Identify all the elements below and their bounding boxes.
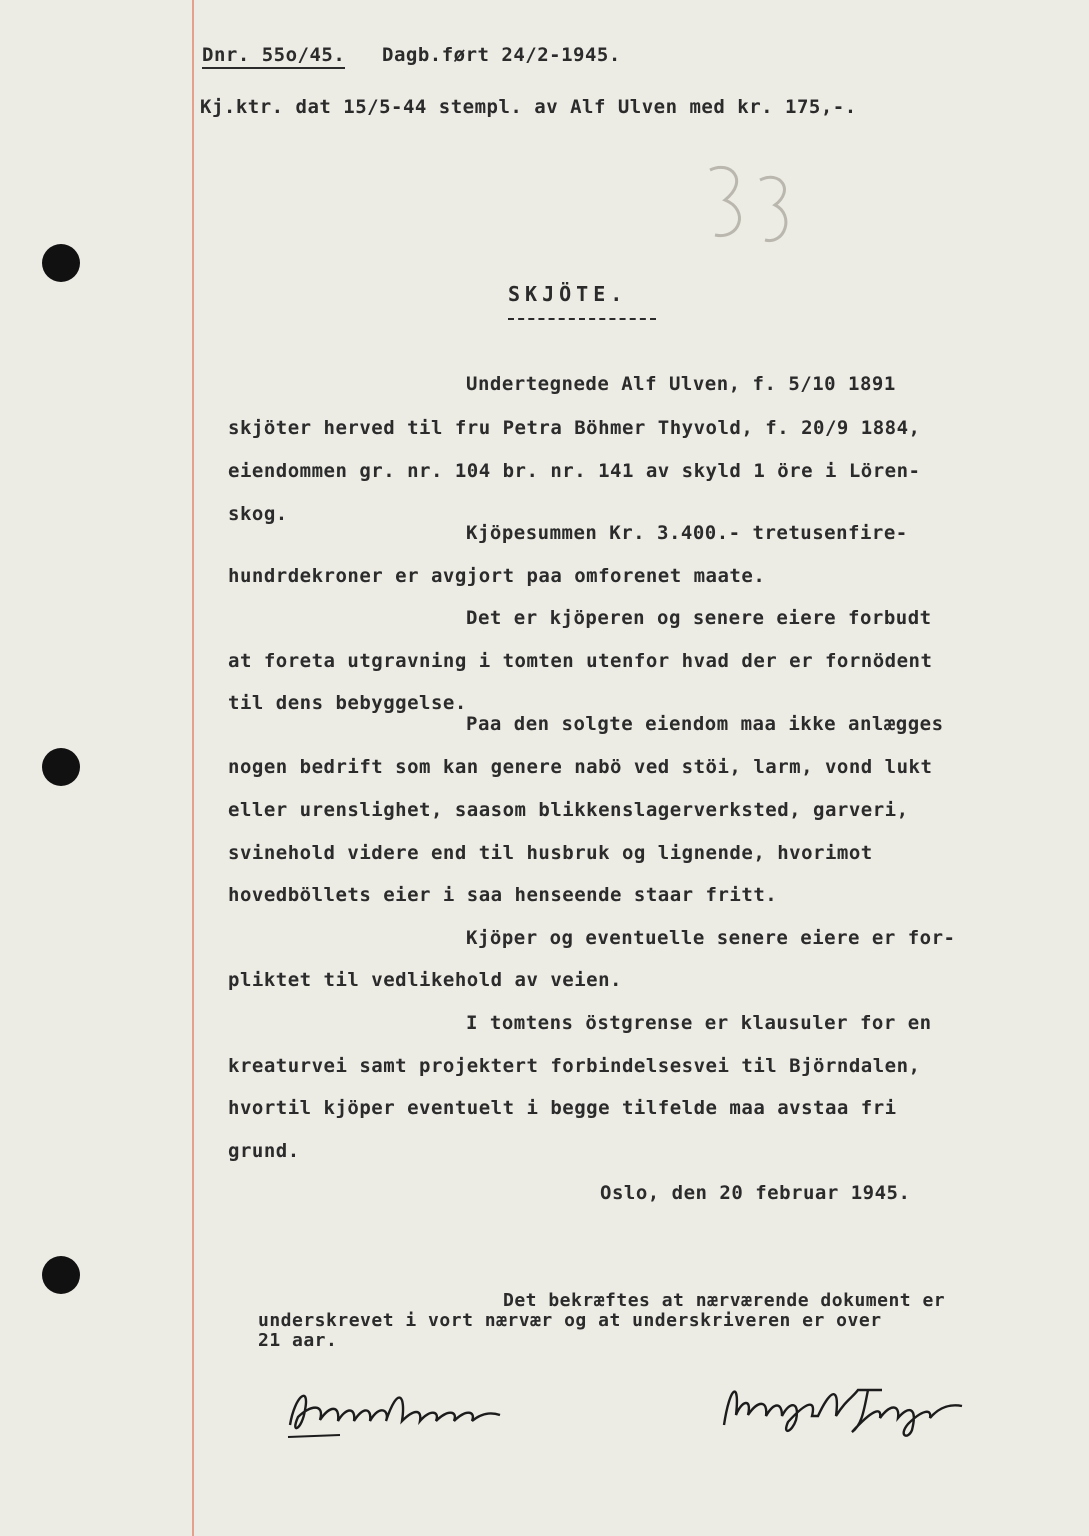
body-line: skog. [228,503,288,525]
punch-hole-bottom [42,1256,80,1294]
place-date: Oslo, den 20 februar 1945. [600,1182,911,1204]
body-line: svinehold videre end til husbruk og lignende, hvorimot [228,842,873,864]
body-line: Kjöpesummen Kr. 3.400.- tretusenfire- [466,522,908,544]
stamp-note: Kj.ktr. dat 15/5-44 stempl. av Alf Ulven med kr. 175,-. [200,96,857,118]
punch-hole-middle [42,748,80,786]
journal-date: Dagb.ført 24/2-1945. [382,44,621,66]
document-title: SKJÖTE. [508,282,628,306]
body-line: skjöter herved til fru Petra Böhmer Thyvold, f. 20/9 1884, [228,417,921,439]
body-line: I tomtens östgrense er klausuler for en [466,1012,932,1034]
title-underline [508,318,656,320]
witness-line: underskrevet i vort nærvær og at underskriveren er over [258,1310,882,1331]
registration-number [202,44,345,66]
witness-signature-left [280,1375,510,1445]
body-line: hundrdekroner er avgjort paa omforenet maate. [228,565,766,587]
body-line: Det er kjöperen og senere eiere forbudt [466,607,932,629]
body-line: hovedböllets eier i saa henseende staar fritt. [228,884,778,906]
body-line: at foreta utgravning i tomten utenfor hvad der er fornödent [228,650,933,672]
body-line: kreaturvei samt projektert forbindelsesvei til Björndalen, [228,1055,921,1077]
pencil-mark-icon [690,150,810,260]
witness-line: Det bekræftes at nærværende dokument er [503,1290,946,1311]
body-line: Undertegnede Alf Ulven, f. 5/10 1891 [466,373,896,395]
margin-line [192,0,194,1536]
body-line: eller urenslighet, saasom blikkenslagerverksted, garveri, [228,799,909,821]
body-line: nogen bedrift som kan genere nabö ved stöi, larm, vond lukt [228,756,933,778]
body-line: pliktet til vedlikehold av veien. [228,969,622,991]
body-line: eiendommen gr. nr. 104 br. nr. 141 av skyld 1 öre i Lören- [228,460,921,482]
body-line: grund. [228,1140,300,1162]
body-line: hvortil kjöper eventuelt i begge tilfelde maa avstaa fri [228,1097,897,1119]
witness-signature-right [712,1370,982,1440]
dnr-text: Dnr. 55o/45. [202,44,345,69]
punch-hole-top [42,244,80,282]
body-line: Paa den solgte eiendom maa ikke anlægges [466,713,944,735]
body-line: til dens bebyggelse. [228,692,467,714]
body-line: Kjöper og eventuelle senere eiere er for- [466,927,956,949]
witness-line: 21 aar. [258,1330,338,1351]
